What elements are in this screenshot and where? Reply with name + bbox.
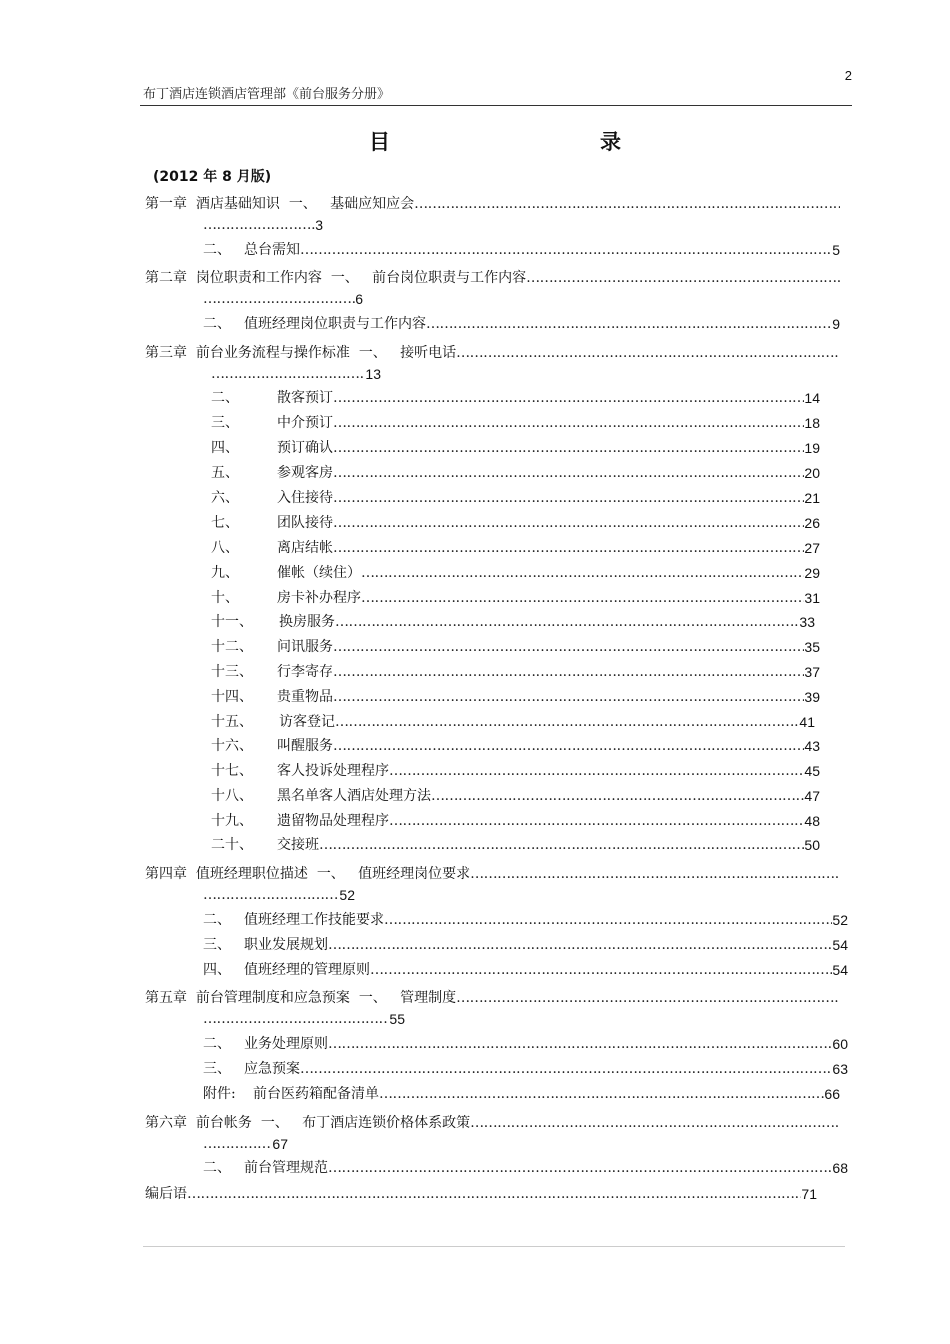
toc-title-right: 录 bbox=[600, 130, 621, 154]
toc-entry-ch1-cont bbox=[203, 215, 323, 235]
toc-entry[interactable]: 三、 职业发展规划 ………………………………………………………………………………………………………………………………………………………………………………………………………………………………………………… 54 bbox=[203, 935, 848, 955]
footer-rule bbox=[143, 1246, 845, 1247]
toc-entry[interactable]: 六、 入住接待 ………………………………………………………………………………………………………………………………………………………………………………………………………………………………………………… 21 bbox=[211, 488, 820, 508]
page-ref: 54 bbox=[832, 937, 848, 953]
toc-entry[interactable]: 七、 团队接待 ………………………………………………………………………………………………………………………………………………………………………………………………………………………………………………… 26 bbox=[211, 513, 820, 533]
toc-entry[interactable]: 三、 应急预案 ………………………………………………………………………………………………………………………………………………………………………………………………………………………………………………… 63 bbox=[203, 1059, 848, 1079]
toc-title-left: 目 bbox=[369, 130, 390, 154]
dot-leader bbox=[203, 215, 315, 235]
edition-label: (2012 年 8 月版) bbox=[153, 169, 272, 185]
dot-leader bbox=[300, 240, 832, 260]
page-ref: 52 bbox=[832, 912, 848, 928]
toc-entry[interactable]: 四、 预订确认 ………………………………………………………………………………………………………………………………………………………………………………………………………………………………………………… 19 bbox=[211, 438, 820, 458]
dot-leader bbox=[470, 864, 840, 884]
page-ref: 66 bbox=[824, 1086, 840, 1102]
toc-entry[interactable]: 二、 散客预订 ………………………………………………………………………………………………………………………………………………………………………………………………………………………………………………… 14 bbox=[211, 388, 820, 408]
dot-leader bbox=[203, 289, 355, 309]
dot-leader bbox=[319, 835, 804, 855]
toc-entry[interactable]: 十二、 问讯服务 ………………………………………………………………………………………………………………………………………………………………………………………………………………………………………………… 35 bbox=[211, 637, 820, 657]
afterword-label: 编后语 bbox=[145, 1186, 187, 1202]
page-ref: 43 bbox=[804, 738, 820, 754]
toc-entry[interactable]: 十八、 黑名单客人酒店处理方法 ………………………………………………………………………………………………………………………………………………………………………………………………………………………………………………… 47 bbox=[211, 786, 820, 806]
dot-leader bbox=[300, 1059, 832, 1079]
page-ref: 27 bbox=[804, 540, 820, 556]
header-rule bbox=[140, 105, 852, 106]
toc-entry[interactable]: 十九、 遗留物品处理程序 ………………………………………………………………………………………………………………………………………………………………………………………………………………………………………………… 48 bbox=[211, 811, 820, 831]
page-ref: 52 bbox=[339, 887, 355, 903]
dot-leader bbox=[333, 413, 804, 433]
page-ref: 20 bbox=[804, 465, 820, 481]
dot-leader bbox=[333, 662, 804, 682]
chapter-label: 第四章 值班经理职位描述 一、 值班经理岗位要求 bbox=[145, 866, 471, 882]
page-ref: 13 bbox=[365, 366, 381, 382]
dot-leader bbox=[384, 910, 832, 930]
toc-entry[interactable]: 四、 值班经理的管理原则 ………………………………………………………………………………………………………………………………………………………………………………………………………………………………………………… 54 bbox=[203, 960, 848, 980]
dot-leader bbox=[203, 1009, 389, 1029]
dot-leader bbox=[361, 588, 804, 608]
dot-leader bbox=[187, 1184, 801, 1204]
page-ref: 19 bbox=[804, 440, 820, 456]
page-ref: 35 bbox=[804, 639, 820, 655]
dot-leader bbox=[335, 712, 799, 732]
toc-entry[interactable]: 附件: 前台医药箱配备清单 ………………………………………………………………………………………………………………………………………………………………………………………………………………………………………………… 66 bbox=[203, 1084, 840, 1104]
page-ref: 68 bbox=[832, 1160, 848, 1176]
toc-entry[interactable]: 二十、 交接班 ………………………………………………………………………………………………………………………………………………………………………………………………………………………………………………… 50 bbox=[211, 835, 820, 855]
toc-entry-ch2-cont bbox=[203, 289, 363, 309]
dot-leader bbox=[335, 612, 799, 632]
toc-entry[interactable]: 十五、 访客登记 ………………………………………………………………………………………………………………………………………………………………………………………………………………………………………………… 41 bbox=[211, 712, 815, 732]
page-ref: 5 bbox=[832, 242, 840, 258]
page-ref: 54 bbox=[832, 962, 848, 978]
toc-entry-ch5-cont bbox=[203, 1009, 405, 1029]
toc-entry-ch3-cont bbox=[211, 364, 381, 384]
page-ref: 29 bbox=[804, 565, 820, 581]
dot-leader bbox=[426, 314, 832, 334]
page-ref: 21 bbox=[804, 490, 820, 506]
page-ref: 60 bbox=[832, 1036, 848, 1052]
dot-leader bbox=[333, 438, 804, 458]
dot-leader bbox=[526, 268, 840, 288]
page-ref: 33 bbox=[799, 614, 815, 630]
page-ref: 9 bbox=[832, 316, 840, 332]
page-ref: 45 bbox=[804, 763, 820, 779]
toc-entry[interactable]: 二、 值班经理工作技能要求 ………………………………………………………………………………………………………………………………………………………………………………………………………………………………………………… 52 bbox=[203, 910, 848, 930]
toc-entry[interactable]: 二、 前台管理规范 ………………………………………………………………………………………………………………………………………………………………………………………………………………………………………………… 68 bbox=[203, 1158, 848, 1178]
dot-leader bbox=[333, 463, 804, 483]
toc-entry-ch6-cont bbox=[203, 1134, 288, 1154]
dot-leader bbox=[328, 1158, 832, 1178]
page-ref: 14 bbox=[804, 390, 820, 406]
toc-entry-ch5[interactable] bbox=[145, 988, 840, 1008]
toc-entry[interactable]: 二、 值班经理岗位职责与工作内容 ………………………………………………………………………………………………………………………………………………………………………………………………………………………………………………… 9 bbox=[203, 314, 840, 334]
dot-leader bbox=[456, 343, 840, 363]
toc-entry-ch3[interactable] bbox=[145, 343, 840, 363]
page-ref: 47 bbox=[804, 788, 820, 804]
page-ref: 3 bbox=[315, 217, 323, 233]
dot-leader bbox=[203, 1134, 272, 1154]
page-ref: 31 bbox=[804, 590, 820, 606]
toc-entry-ch4-cont bbox=[203, 885, 355, 905]
page-ref: 55 bbox=[389, 1011, 405, 1027]
toc-entry[interactable]: 五、 参观客房 ………………………………………………………………………………………………………………………………………………………………………………………………………………………………………………… 20 bbox=[211, 463, 820, 483]
dot-leader bbox=[389, 811, 804, 831]
dot-leader bbox=[456, 988, 840, 1008]
page-ref: 18 bbox=[804, 415, 820, 431]
dot-leader bbox=[370, 960, 832, 980]
dot-leader bbox=[379, 1084, 824, 1104]
dot-leader bbox=[333, 687, 804, 707]
page-number: 2 bbox=[844, 68, 852, 83]
toc-entry[interactable]: 十七、 客人投诉处理程序 ………………………………………………………………………………………………………………………………………………………………………………………………………………………………………………… 45 bbox=[211, 761, 820, 781]
chapter-label: 第五章 前台管理制度和应急预案 一、 管理制度 bbox=[145, 990, 457, 1006]
toc-entry[interactable]: 十、 房卡补办程序 ………………………………………………………………………………………………………………………………………………………………………………………………………………………………………………… 31 bbox=[211, 588, 820, 608]
page-ref: 63 bbox=[832, 1061, 848, 1077]
toc-entry-ch1[interactable] bbox=[145, 194, 840, 214]
chapter-label: 第一章 酒店基础知识 一、 基础应知应会 bbox=[145, 196, 415, 212]
dot-leader bbox=[333, 388, 804, 408]
page-ref: 50 bbox=[804, 837, 820, 853]
page-ref: 71 bbox=[801, 1186, 817, 1202]
dot-leader bbox=[333, 538, 804, 558]
dot-leader bbox=[333, 736, 804, 756]
page-ref: 67 bbox=[272, 1136, 288, 1152]
dot-leader bbox=[333, 488, 804, 508]
toc-entry[interactable]: 八、 离店结帐 ………………………………………………………………………………………………………………………………………………………………………………………………………………………………………………… 27 bbox=[211, 538, 820, 558]
dot-leader bbox=[470, 1113, 840, 1133]
toc-entry[interactable]: 十六、 叫醒服务 ………………………………………………………………………………………………………………………………………………………………………………………………………………………………………………… 43 bbox=[211, 736, 820, 756]
page-ref: 39 bbox=[804, 689, 820, 705]
page-ref: 37 bbox=[804, 664, 820, 680]
dot-leader bbox=[211, 364, 365, 384]
toc-entry-ch4[interactable] bbox=[145, 864, 840, 884]
page-ref: 26 bbox=[804, 515, 820, 531]
toc-entry-ch2[interactable] bbox=[145, 268, 840, 288]
chapter-label: 第三章 前台业务流程与操作标准 一、 接听电话 bbox=[145, 345, 457, 361]
dot-leader bbox=[389, 761, 804, 781]
toc-entry[interactable]: 九、 催帐（续住） ………………………………………………………………………………………………………………………………………………………………………………………………………………………………………………… 29 bbox=[211, 563, 820, 583]
dot-leader bbox=[328, 1034, 832, 1054]
toc-entry[interactable]: 十一、 换房服务 ………………………………………………………………………………………………………………………………………………………………………………………………………………………………………………… 33 bbox=[211, 612, 815, 632]
toc-entry[interactable]: 三、 中介预订 ………………………………………………………………………………………………………………………………………………………………………………………………………………………………………………… 18 bbox=[211, 413, 820, 433]
dot-leader bbox=[361, 563, 804, 583]
dot-leader bbox=[431, 786, 804, 806]
dot-leader bbox=[328, 935, 832, 955]
page-ref: 41 bbox=[799, 714, 815, 730]
toc-entry[interactable]: 十四、 贵重物品 ………………………………………………………………………………………………………………………………………………………………………………………………………………………………………………… 39 bbox=[211, 687, 820, 707]
chapter-label: 第六章 前台帐务 一、 布丁酒店连锁价格体系政策 bbox=[145, 1115, 471, 1131]
toc-entry-afterword[interactable] bbox=[145, 1184, 817, 1204]
page-ref: 48 bbox=[804, 813, 820, 829]
dot-leader bbox=[333, 637, 804, 657]
running-header: 布丁酒店连锁酒店管理部《前台服务分册》 bbox=[143, 87, 391, 102]
toc-entry[interactable]: 二、 业务处理原则 ………………………………………………………………………………………………………………………………………………………………………………………………………………………………………………… 60 bbox=[203, 1034, 848, 1054]
toc-entry[interactable]: 二、 总台需知 ………………………………………………………………………………………………………………………………………………………………………………………………………………………………………………… 5 bbox=[203, 240, 840, 260]
toc-entry[interactable]: 十三、 行李寄存 ………………………………………………………………………………………………………………………………………………………………………………………………………………………………………………… 37 bbox=[211, 662, 820, 682]
chapter-label: 第二章 岗位职责和工作内容 一、 前台岗位职责与工作内容 bbox=[145, 270, 527, 286]
dot-leader bbox=[414, 194, 840, 214]
toc-entry-ch6[interactable] bbox=[145, 1113, 840, 1133]
page-ref: 6 bbox=[355, 291, 363, 307]
dot-leader bbox=[203, 885, 339, 905]
dot-leader bbox=[333, 513, 804, 533]
